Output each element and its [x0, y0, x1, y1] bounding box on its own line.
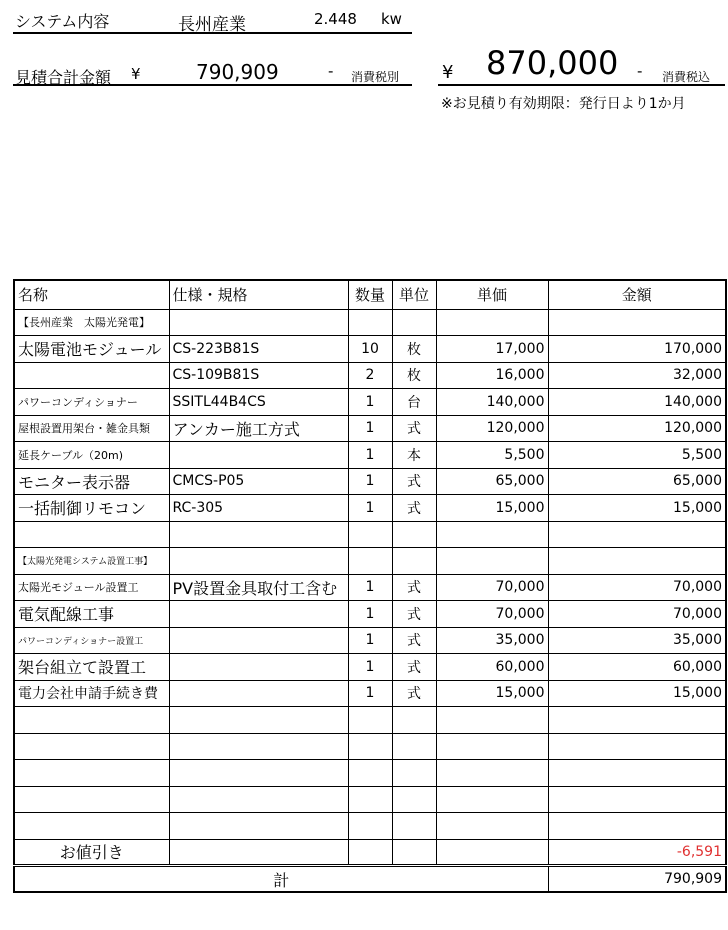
- estimate-table: [13, 279, 727, 893]
- item-unit: 式: [392, 495, 436, 522]
- item-name: モニター表示器: [14, 468, 169, 495]
- item-qty: [348, 760, 392, 787]
- item-amount: [548, 760, 726, 787]
- table-row: [14, 654, 726, 681]
- item-qty: [348, 733, 392, 760]
- item-price: 140,000: [436, 389, 548, 416]
- total-row: [14, 866, 726, 893]
- item-price: 120,000: [436, 415, 548, 442]
- item-unit: 台: [392, 389, 436, 416]
- item-price: 15,000: [436, 495, 548, 522]
- item-spec: RC-305: [169, 495, 348, 522]
- table-row: [14, 813, 726, 840]
- item-amount: [548, 521, 726, 548]
- item-qty: 1: [348, 627, 392, 654]
- table-row: [14, 786, 726, 813]
- item-amount: 15,000: [548, 495, 726, 522]
- amount-including-tax: 870,000: [486, 44, 619, 82]
- item-name: 電気配線工事: [14, 601, 169, 628]
- item-amount: [548, 786, 726, 813]
- item-qty: 1: [348, 574, 392, 601]
- item-qty: 1: [348, 442, 392, 469]
- item-name: 一括制御リモコン: [14, 495, 169, 522]
- item-unit: [392, 733, 436, 760]
- item-spec: SSITL44B4CS: [169, 389, 348, 416]
- item-price: [436, 309, 548, 336]
- header-spec: 仕様・規格: [169, 280, 348, 309]
- item-qty: [348, 707, 392, 734]
- item-name: 太陽光モジュール設置工: [14, 574, 169, 601]
- item-spec: PV設置金具取付工含む: [169, 574, 348, 601]
- item-amount: 70,000: [548, 574, 726, 601]
- header-amount: 金額: [548, 280, 726, 309]
- table-header-row: [14, 280, 726, 309]
- item-price: 15,000: [436, 680, 548, 707]
- item-amount: 32,000: [548, 362, 726, 389]
- item-spec: [169, 760, 348, 787]
- item-unit: [392, 786, 436, 813]
- item-name: [14, 521, 169, 548]
- item-spec: [169, 601, 348, 628]
- item-qty: 2: [348, 362, 392, 389]
- validity-note: ※お見積り有効期限：発行日より1か月: [441, 96, 686, 112]
- tax-included-label: 消費税込: [662, 70, 711, 84]
- item-spec: [169, 786, 348, 813]
- item-price: [436, 521, 548, 548]
- discount-value: -6,591: [548, 839, 726, 866]
- total-underline: [438, 84, 725, 86]
- table-row: [14, 415, 726, 442]
- item-name: 屋根設置用架台・雑金具類: [14, 415, 169, 442]
- table-row: [14, 442, 726, 469]
- item-name: 電力会社申請手続き費: [14, 680, 169, 707]
- item-amount: 35,000: [548, 627, 726, 654]
- table-row: [14, 495, 726, 522]
- item-unit: [392, 309, 436, 336]
- item-spec: [169, 627, 348, 654]
- item-unit: [392, 707, 436, 734]
- item-amount: [548, 309, 726, 336]
- item-amount: [548, 813, 726, 840]
- item-name: 架台組立て設置工: [14, 654, 169, 681]
- item-price: [436, 548, 548, 575]
- item-name: 太陽電池モジュール: [14, 336, 169, 363]
- table-row: [14, 468, 726, 495]
- item-price: [436, 733, 548, 760]
- table-row: [14, 601, 726, 628]
- item-unit: 枚: [392, 336, 436, 363]
- header-name: 名称: [14, 280, 169, 309]
- item-name: 【長州産業 太陽光発電】: [14, 309, 169, 336]
- table-row: [14, 548, 726, 575]
- tax-excluded-label: 消費税別: [351, 70, 400, 84]
- item-price: 70,000: [436, 574, 548, 601]
- item-price: 35,000: [436, 627, 548, 654]
- company-name: 長州産業: [178, 15, 246, 35]
- table-row: [14, 707, 726, 734]
- item-name: [14, 760, 169, 787]
- header-unit: 単位: [392, 280, 436, 309]
- table-row: [14, 627, 726, 654]
- item-unit: 式: [392, 468, 436, 495]
- header-qty: 数量: [348, 280, 392, 309]
- system-underline: [13, 32, 412, 34]
- item-amount: 140,000: [548, 389, 726, 416]
- item-qty: 1: [348, 601, 392, 628]
- capacity-unit: kw: [381, 10, 402, 28]
- item-unit: 式: [392, 680, 436, 707]
- item-price: 60,000: [436, 654, 548, 681]
- item-unit: 本: [392, 442, 436, 469]
- item-spec: [169, 309, 348, 336]
- item-qty: 10: [348, 336, 392, 363]
- item-name: パワーコンディショナー設置工: [14, 627, 169, 654]
- item-spec: CMCS-P05: [169, 468, 348, 495]
- item-name: [14, 362, 169, 389]
- header-price: 単価: [436, 280, 548, 309]
- item-spec: [169, 813, 348, 840]
- item-qty: [348, 309, 392, 336]
- item-unit: 枚: [392, 362, 436, 389]
- item-price: 16,000: [436, 362, 548, 389]
- item-qty: [348, 521, 392, 548]
- item-name: 延長ケーブル（20m): [14, 442, 169, 469]
- item-qty: 1: [348, 468, 392, 495]
- item-qty: 1: [348, 415, 392, 442]
- item-unit: 式: [392, 654, 436, 681]
- item-price: [436, 786, 548, 813]
- item-qty: 1: [348, 654, 392, 681]
- yen-symbol-in: ¥: [442, 62, 454, 83]
- item-price: 65,000: [436, 468, 548, 495]
- item-amount: 15,000: [548, 680, 726, 707]
- item-unit: 式: [392, 415, 436, 442]
- item-name: 【太陽光発電システム設置工事】: [14, 548, 169, 575]
- item-spec: [169, 521, 348, 548]
- item-name: [14, 733, 169, 760]
- table-row: [14, 389, 726, 416]
- total-label: 計: [14, 866, 548, 893]
- item-amount: 65,000: [548, 468, 726, 495]
- table-row: [14, 574, 726, 601]
- item-name: [14, 786, 169, 813]
- system-capacity: 2.448: [314, 10, 357, 28]
- item-name: [14, 813, 169, 840]
- item-amount: [548, 548, 726, 575]
- item-qty: 1: [348, 680, 392, 707]
- item-spec: [169, 548, 348, 575]
- table-row: [14, 760, 726, 787]
- item-name: [14, 707, 169, 734]
- item-price: [436, 707, 548, 734]
- amount-dash-ex: -: [328, 62, 334, 80]
- table-row: [14, 362, 726, 389]
- item-spec: [169, 733, 348, 760]
- item-qty: [348, 548, 392, 575]
- discount-label: お値引き: [14, 839, 169, 866]
- table-row: [14, 309, 726, 336]
- item-qty: [348, 813, 392, 840]
- item-amount: 70,000: [548, 601, 726, 628]
- item-price: [436, 813, 548, 840]
- item-spec: [169, 707, 348, 734]
- item-spec: CS-109B81S: [169, 362, 348, 389]
- item-price: [436, 760, 548, 787]
- item-price: 17,000: [436, 336, 548, 363]
- item-spec: アンカー施工方式: [169, 415, 348, 442]
- item-unit: [392, 813, 436, 840]
- item-unit: 式: [392, 601, 436, 628]
- item-amount: [548, 733, 726, 760]
- table-row: [14, 336, 726, 363]
- item-unit: [392, 760, 436, 787]
- item-price: 5,500: [436, 442, 548, 469]
- item-spec: CS-223B81S: [169, 336, 348, 363]
- discount-row: [14, 839, 726, 866]
- item-unit: 式: [392, 574, 436, 601]
- table-row: [14, 680, 726, 707]
- amount-dash-in: -: [637, 62, 643, 80]
- item-unit: 式: [392, 627, 436, 654]
- item-amount: 120,000: [548, 415, 726, 442]
- item-name: パワーコンディショナー: [14, 389, 169, 416]
- item-qty: 1: [348, 495, 392, 522]
- item-spec: [169, 680, 348, 707]
- item-spec: [169, 442, 348, 469]
- table-row: [14, 733, 726, 760]
- table-row: [14, 521, 726, 548]
- item-spec: [169, 654, 348, 681]
- item-unit: [392, 521, 436, 548]
- item-amount: 60,000: [548, 654, 726, 681]
- item-amount: [548, 707, 726, 734]
- total-value: 790,909: [548, 866, 726, 893]
- item-amount: 170,000: [548, 336, 726, 363]
- estimate-underline: [13, 84, 412, 86]
- item-qty: [348, 786, 392, 813]
- item-price: 70,000: [436, 601, 548, 628]
- system-label: システム内容: [15, 12, 110, 31]
- estimate-label: 見積合計金額: [15, 68, 112, 87]
- yen-symbol-ex: ¥: [131, 65, 141, 83]
- item-unit: [392, 548, 436, 575]
- item-qty: 1: [348, 389, 392, 416]
- item-amount: 5,500: [548, 442, 726, 469]
- amount-excluding-tax: 790,909: [196, 60, 279, 84]
